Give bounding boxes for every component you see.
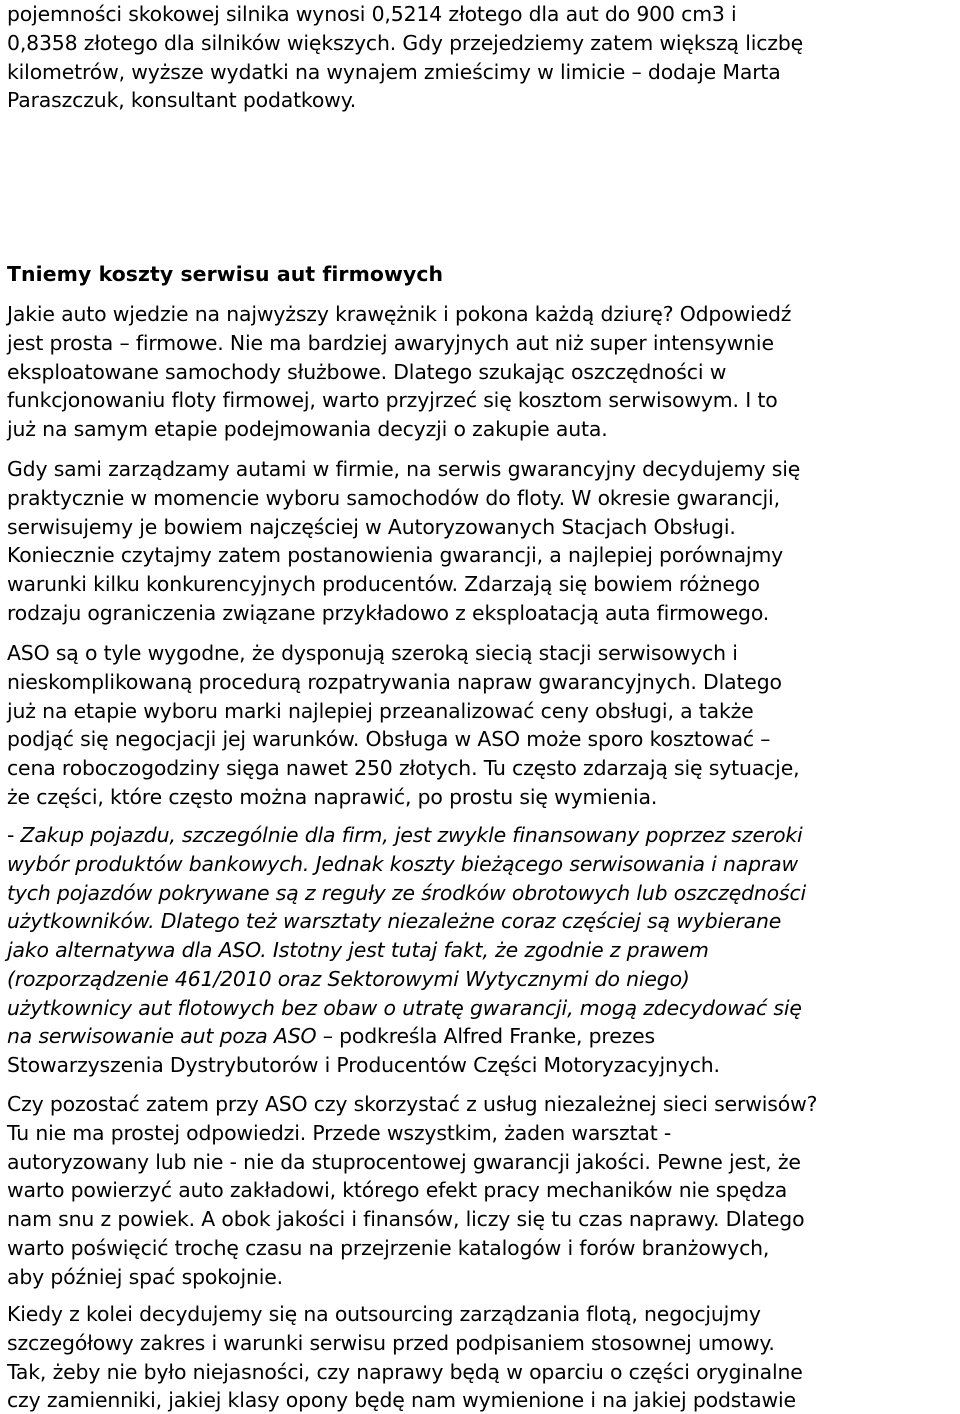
text-line: że części, które często można naprawić, po prostu się wymienia. bbox=[7, 784, 658, 809]
quote-attribution: – podkreśla Alfred Franke, prezes bbox=[316, 1024, 656, 1049]
text-line: jako alternatywa dla ASO. Istotny jest tutaj fakt, że zgodnie z prawem bbox=[7, 938, 709, 962]
text-line: tych pojazdów pokrywane są z reguły ze środków obrotowych lub oszczędności bbox=[7, 880, 807, 905]
intro-paragraph bbox=[7, 0, 957, 115]
text-line: jest prosta – firmowe. Nie ma bardziej awaryjnych aut niż super intensywnie bbox=[7, 330, 774, 355]
text-line: pojemności skokowej silnika wynosi 0,5214 złotego dla aut do 900 cm3 i bbox=[7, 2, 737, 26]
paragraph-2 bbox=[7, 455, 957, 628]
text-line: warto poświęcić trochę czasu na przejrzenie katalogów i forów branżowych, bbox=[7, 1235, 770, 1260]
paragraph-5 bbox=[7, 1090, 957, 1291]
text-line: już na etapie wyboru marki najlepiej przeanalizować ceny obsługi, a także bbox=[7, 698, 754, 723]
quote-text: Zakup pojazdu, szczególnie dla firm, jest zwykle finansowany poprzez szeroki bbox=[20, 823, 803, 847]
text-line: Tu nie ma prostej odpowiedzi. Przede wszystkim, żaden warsztat - bbox=[7, 1120, 672, 1145]
text-line: szczegółowy zakres i warunki serwisu przed podpisaniem stosownej umowy. bbox=[7, 1330, 775, 1355]
text-line: Paraszczuk, konsultant podatkowy. bbox=[7, 88, 357, 113]
paragraph-4-quote bbox=[7, 821, 957, 1080]
quote-text: na serwisowanie aut poza ASO bbox=[7, 1024, 317, 1049]
text-line: 0,8358 złotego dla silników większych. Gdy przejedziemy zatem większą liczbę bbox=[7, 30, 804, 55]
section-heading: Tniemy koszty serwisu aut firmowych bbox=[7, 262, 444, 286]
text-line: eksploatowane samochody służbowe. Dlatego szukając oszczędności w bbox=[7, 359, 727, 384]
text-line: funkcjonowaniu floty firmowej, warto przyjrzeć się kosztom serwisowym. I to bbox=[7, 388, 778, 413]
text-line: Jakie auto wjedzie na najwyższy krawężnik i pokona każdą dziurę? Odpowiedź bbox=[7, 302, 792, 326]
text-line: Gdy sami zarządzamy autami w firmie, na serwis gwarancyjny decydujemy się bbox=[7, 457, 801, 481]
text-line: autoryzowany lub nie - nie da stuprocentowej gwarancji jakości. Pewne jest, że bbox=[7, 1149, 801, 1174]
text-line: podjąć się negocjacji jej warunków. Obsługa w ASO może sporo kosztować – bbox=[7, 727, 771, 752]
text-line: cena roboczogodziny sięga nawet 250 złotych. Tu często zdarzają się sytuacje, bbox=[7, 756, 800, 780]
text-line: już na samym etapie podejmowania decyzji o zakupie auta. bbox=[7, 417, 608, 441]
text-line: użytkowników. Dlatego też warsztaty niezależne coraz częściej są wybierane bbox=[7, 909, 782, 934]
paragraph-3 bbox=[7, 639, 957, 812]
text-line: Stowarzyszenia Dystrybutorów i Producentów Części Motoryzacyjnych. bbox=[7, 1053, 720, 1077]
quote-dash: - bbox=[7, 823, 21, 847]
text-line bbox=[7, 1022, 957, 1051]
text-line: użytkownicy aut flotowych bez obaw o utratę gwarancji, mogą zdecydować się bbox=[7, 995, 802, 1020]
text-line: serwisujemy je bowiem najczęściej w Autoryzowanych Stacjach Obsługi. bbox=[7, 514, 736, 539]
text-line: praktycznie w momencie wyboru samochodów do floty. W okresie gwarancji, bbox=[7, 485, 780, 510]
text-line bbox=[7, 821, 957, 850]
text-line: nieskomplikowaną procedurą rozpatrywania napraw gwarancyjnych. Dlatego bbox=[7, 669, 782, 694]
text-line: Kiedy z kolei decydujemy się na outsourcing zarządzania flotą, negocjujmy bbox=[7, 1302, 761, 1326]
text-line: czy zamienniki, jakiej klasy opony będę nam wymienione i na jakiej podstawie bbox=[7, 1388, 796, 1413]
text-line: Czy pozostać zatem przy ASO czy skorzystać z usług niezależnej sieci serwisów? bbox=[7, 1092, 818, 1116]
text-line: Tak, żeby nie było niejasności, czy naprawy będą w oparciu o części oryginalne bbox=[7, 1359, 803, 1384]
text-line: warto powierzyć auto zakładowi, którego efekt pracy mechaników nie spędza bbox=[7, 1178, 788, 1203]
text-line: aby później spać spokojnie. bbox=[7, 1264, 283, 1289]
text-line: rodzaju ograniczenia związane przykładowo z eksploatacją auta firmowego. bbox=[7, 600, 770, 625]
text-line: ASO są o tyle wygodne, że dysponują szeroką siecią stacji serwisowych i bbox=[7, 641, 738, 665]
text-line: wybór produktów bankowych. Jednak koszty bieżącego serwisowania i napraw bbox=[7, 851, 798, 876]
text-line: nam snu z powiek. A obok jakości i finansów, liczy się tu czas naprawy. Dlatego bbox=[7, 1207, 805, 1231]
text-line: (rozporządzenie 461/2010 oraz Sektorowymi Wytycznymi do niego) bbox=[7, 966, 690, 991]
paragraph-6 bbox=[7, 1300, 957, 1414]
text-line: Koniecznie czytajmy zatem postanowienia gwarancji, a najlepiej porównajmy bbox=[7, 543, 784, 568]
paragraph-1 bbox=[7, 300, 957, 444]
text-line: warunki kilku konkurencyjnych producentów. Zdarzają się bowiem różnego bbox=[7, 572, 760, 596]
text-line: kilometrów, wyższe wydatki na wynajem zmieścimy w limicie – dodaje Marta bbox=[7, 59, 781, 84]
